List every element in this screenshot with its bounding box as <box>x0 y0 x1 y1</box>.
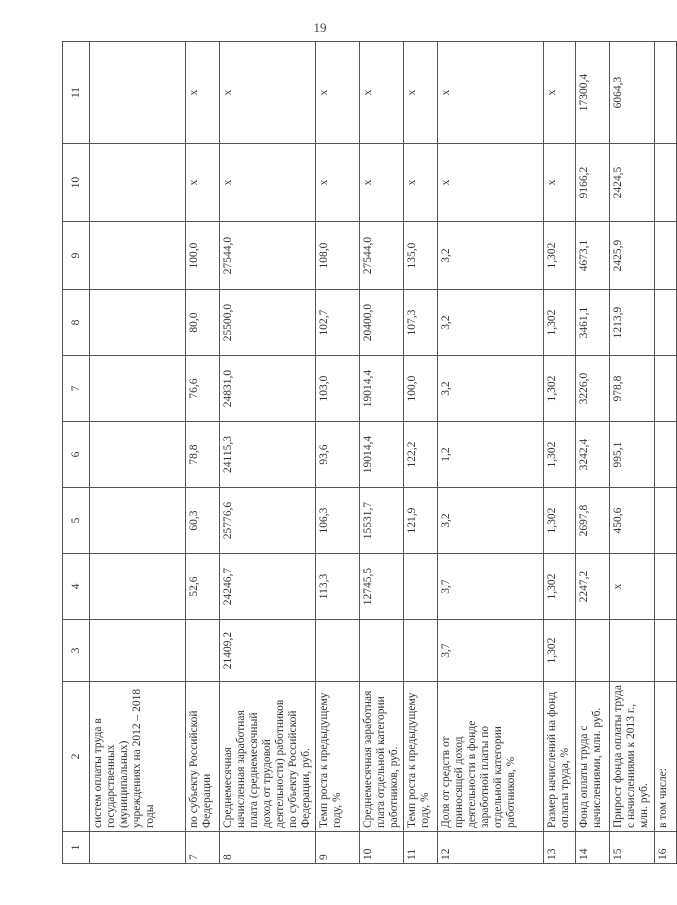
value-cell: 27544,0 <box>360 222 404 290</box>
value-cell: 121,9 <box>404 488 438 554</box>
column-header: 7 <box>63 356 90 422</box>
value-cell <box>655 356 677 422</box>
value-cell <box>316 620 360 682</box>
row-number-cell: 11 <box>404 832 438 864</box>
column-header: 8 <box>63 290 90 356</box>
table-row <box>438 42 544 864</box>
value-cell: 995,1 <box>610 422 655 488</box>
value-cell: x <box>186 144 220 222</box>
value-cell <box>655 290 677 356</box>
row-number-cell: 14 <box>576 832 610 864</box>
column-header: 11 <box>63 42 90 144</box>
indicator-name-cell: Фонд оплаты труда с начислениями, млн. руб. <box>576 682 610 832</box>
value-cell: 1,302 <box>544 620 576 682</box>
value-cell: 3242,4 <box>576 422 610 488</box>
value-cell: x <box>404 144 438 222</box>
value-cell: 122,2 <box>404 422 438 488</box>
value-cell: 3,2 <box>438 290 544 356</box>
value-cell: 450,6 <box>610 488 655 554</box>
value-cell: 3,7 <box>438 554 544 620</box>
value-cell: 1,302 <box>544 356 576 422</box>
value-cell <box>90 488 186 554</box>
column-header: 6 <box>63 422 90 488</box>
indicator-name-cell: по субъекту Российской Федерации <box>186 682 220 832</box>
page-number: 19 <box>313 20 327 35</box>
value-cell: x <box>186 42 220 144</box>
value-cell: 24831,0 <box>220 356 316 422</box>
row-number-cell: 12 <box>438 832 544 864</box>
column-header: 4 <box>63 554 90 620</box>
value-cell <box>655 488 677 554</box>
indicator-name-cell: Доля от средств от приносящей доход деятельности в фонде заработной платы по отдельной категории работников, % <box>438 682 544 832</box>
row-number-cell: 9 <box>316 832 360 864</box>
value-cell: 1,302 <box>544 290 576 356</box>
column-header: 10 <box>63 144 90 222</box>
header-row <box>63 42 90 864</box>
value-cell <box>404 554 438 620</box>
value-cell <box>90 144 186 222</box>
value-cell: 3226,0 <box>576 356 610 422</box>
value-cell: 3,2 <box>438 222 544 290</box>
value-cell: x <box>610 554 655 620</box>
value-cell: 1,302 <box>544 222 576 290</box>
value-cell: 3461,1 <box>576 290 610 356</box>
table-row <box>90 42 186 864</box>
value-cell: 6064,3 <box>610 42 655 144</box>
value-cell: 24115,3 <box>220 422 316 488</box>
table-row <box>186 42 220 864</box>
value-cell: 978,8 <box>610 356 655 422</box>
indicator-name-cell: Прирост фонда оплаты труда с начислениями к 2013 г., млн. руб. <box>610 682 655 832</box>
value-cell: 1,302 <box>544 554 576 620</box>
value-cell <box>655 144 677 222</box>
value-cell: x <box>404 42 438 144</box>
value-cell: 24246,7 <box>220 554 316 620</box>
table-row <box>360 42 404 864</box>
value-cell <box>655 554 677 620</box>
value-cell: 107,3 <box>404 290 438 356</box>
indicator-name-cell: систем оплаты труда в государственных (муниципальных) учреждениях на 2012 – 2018 годы <box>90 682 186 832</box>
value-cell: 80,0 <box>186 290 220 356</box>
value-cell <box>360 620 404 682</box>
value-cell <box>90 222 186 290</box>
table-row <box>610 42 655 864</box>
value-cell: x <box>220 144 316 222</box>
value-cell: 2425,9 <box>610 222 655 290</box>
value-cell: 27544,0 <box>220 222 316 290</box>
value-cell: 1,2 <box>438 422 544 488</box>
value-cell: 1,302 <box>544 488 576 554</box>
row-number-cell: 16 <box>655 832 677 864</box>
value-cell <box>576 620 610 682</box>
value-cell: 1,302 <box>544 422 576 488</box>
table-row <box>544 42 576 864</box>
value-cell: 52,6 <box>186 554 220 620</box>
value-cell: 78,8 <box>186 422 220 488</box>
value-cell: 3,2 <box>438 356 544 422</box>
value-cell <box>404 620 438 682</box>
table-row <box>404 42 438 864</box>
value-cell: 106,3 <box>316 488 360 554</box>
row-number-cell: 7 <box>186 832 220 864</box>
column-header: 5 <box>63 488 90 554</box>
value-cell: x <box>438 144 544 222</box>
value-cell: x <box>220 42 316 144</box>
indicator-name-cell: Размер начислений на фонд оплаты труда, % <box>544 682 576 832</box>
value-cell <box>655 620 677 682</box>
value-cell: 20400,0 <box>360 290 404 356</box>
value-cell: 2247,2 <box>576 554 610 620</box>
table-row <box>576 42 610 864</box>
salary-table <box>62 41 677 864</box>
table-row <box>655 42 677 864</box>
indicator-name-cell: Темп роста к предыдущему году, % <box>404 682 438 832</box>
value-cell: x <box>360 144 404 222</box>
value-cell: 102,7 <box>316 290 360 356</box>
value-cell: x <box>316 144 360 222</box>
value-cell <box>90 290 186 356</box>
value-cell: x <box>544 144 576 222</box>
value-cell <box>90 422 186 488</box>
value-cell: 2697,8 <box>576 488 610 554</box>
table-row <box>220 42 316 864</box>
value-cell: 12745,5 <box>360 554 404 620</box>
value-cell: 135,0 <box>404 222 438 290</box>
row-number-cell: 8 <box>220 832 316 864</box>
rotated-table <box>62 42 669 864</box>
row-number-cell: 10 <box>360 832 404 864</box>
value-cell: 1213,9 <box>610 290 655 356</box>
value-cell <box>655 422 677 488</box>
value-cell: 19014,4 <box>360 356 404 422</box>
value-cell: 76,6 <box>186 356 220 422</box>
value-cell: 4673,1 <box>576 222 610 290</box>
table-row <box>316 42 360 864</box>
value-cell: 93,6 <box>316 422 360 488</box>
value-cell: 19014,4 <box>360 422 404 488</box>
value-cell: 25500,0 <box>220 290 316 356</box>
rotated-table-container <box>62 42 669 864</box>
value-cell: 15531,7 <box>360 488 404 554</box>
value-cell: 25776,6 <box>220 488 316 554</box>
value-cell: 103,0 <box>316 356 360 422</box>
indicator-name-cell: в том числе: <box>655 682 677 832</box>
value-cell: 113,3 <box>316 554 360 620</box>
value-cell: x <box>544 42 576 144</box>
row-number-cell: 13 <box>544 832 576 864</box>
value-cell: x <box>316 42 360 144</box>
indicator-name-cell: Среднемесячная заработная плата отдельной категории работников, руб. <box>360 682 404 832</box>
value-cell: 60,3 <box>186 488 220 554</box>
value-cell <box>90 554 186 620</box>
value-cell: 3,2 <box>438 488 544 554</box>
value-cell: x <box>360 42 404 144</box>
indicator-name-cell: Темп роста к предыдущему году, % <box>316 682 360 832</box>
value-cell: 108,0 <box>316 222 360 290</box>
value-cell <box>186 620 220 682</box>
value-cell: 3,7 <box>438 620 544 682</box>
value-cell <box>655 42 677 144</box>
row-number-cell <box>90 832 186 864</box>
row-number-cell: 15 <box>610 832 655 864</box>
column-header: 1 <box>63 832 90 864</box>
value-cell <box>90 356 186 422</box>
value-cell: 100,0 <box>404 356 438 422</box>
value-cell: 100,0 <box>186 222 220 290</box>
value-cell <box>90 42 186 144</box>
value-cell: 9166,2 <box>576 144 610 222</box>
value-cell <box>610 620 655 682</box>
value-cell: 2424,5 <box>610 144 655 222</box>
column-header: 9 <box>63 222 90 290</box>
value-cell: 21409,2 <box>220 620 316 682</box>
column-header: 3 <box>63 620 90 682</box>
value-cell <box>655 222 677 290</box>
value-cell: x <box>438 42 544 144</box>
column-header: 2 <box>63 682 90 832</box>
value-cell: 17300,4 <box>576 42 610 144</box>
value-cell <box>90 620 186 682</box>
indicator-name-cell: Среднемесячная начисленная заработная плата (среднемесячный доход от трудовой деятельности) работников по субъекту Российской Федерации, руб. <box>220 682 316 832</box>
